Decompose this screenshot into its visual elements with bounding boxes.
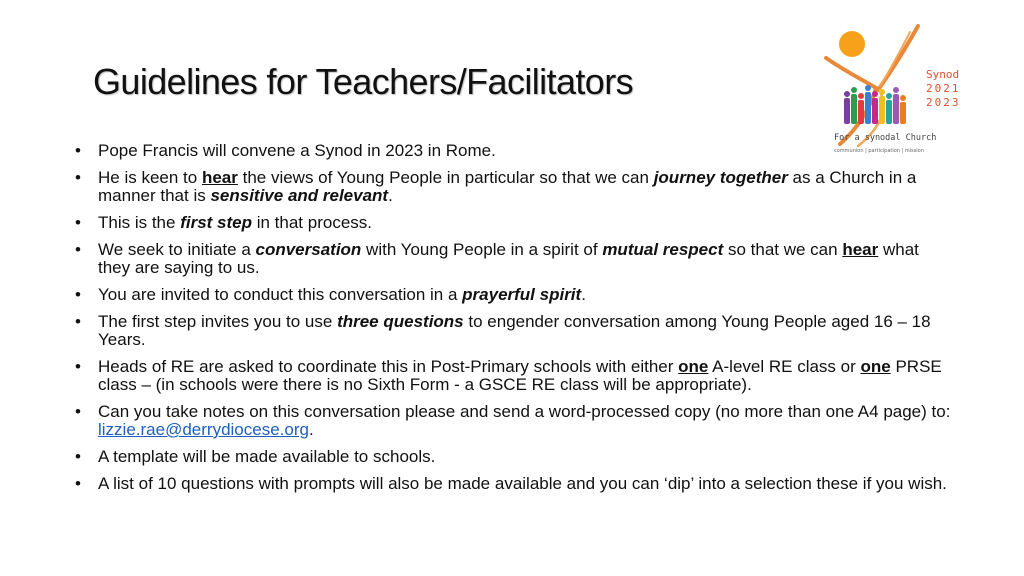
logo-year-2021: 2021 [926, 82, 961, 95]
list-item: • Heads of RE are asked to coordinate this in Post-Primary schools with either one A-level RE class or one PRSE class – (in schools were there is no Sixth Form - a GSCE RE class will be appropriate). [75, 358, 955, 394]
list-item: • He is keen to hear the views of Young People in particular so that we can journey together as a Church in a manner that is sensitive and relevant. [75, 169, 955, 205]
list-item: • We seek to initiate a conversation with Young People in a spirit of mutual respect so that we can hear what they are saying to us. [75, 241, 955, 277]
guidelines-list [75, 142, 955, 502]
email-link[interactable]: lizzie.rae@derrydiocese.org [98, 420, 309, 439]
logo-tagline: For a synodal Church [834, 133, 937, 143]
logo-synod-text: Synod [926, 68, 960, 81]
logo-brush-arm-left [826, 58, 876, 88]
list-item: • The first step invites you to use three questions to engender conversation among Young People aged 16 – 18 Years. [75, 313, 955, 349]
list-item: • Can you take notes on this conversation please and send a word-processed copy (no more than one A4 page) to: lizzie.rae@derrydiocese.org. [75, 403, 955, 439]
logo-year-2023: 2023 [926, 96, 961, 109]
list-item: • You are invited to conduct this conversation in a prayerful spirit. [75, 286, 955, 304]
list-item: • A list of 10 questions with prompts will also be made available and you can ‘dip’ into a selection these if you wish. [75, 475, 955, 493]
logo-sun [839, 31, 865, 57]
synod-logo [818, 18, 978, 160]
list-item: • A template will be made available to schools. [75, 448, 955, 466]
slide-title: Guidelines for Teachers/Facilitators [93, 61, 633, 102]
logo-subtag: communion | participation | mission [834, 148, 924, 154]
logo-brush-arm-right-2 [880, 32, 910, 86]
list-item: • Pope Francis will convene a Synod in 2023 in Rome. [75, 142, 955, 160]
list-item: • This is the first step in that process. [75, 214, 955, 232]
